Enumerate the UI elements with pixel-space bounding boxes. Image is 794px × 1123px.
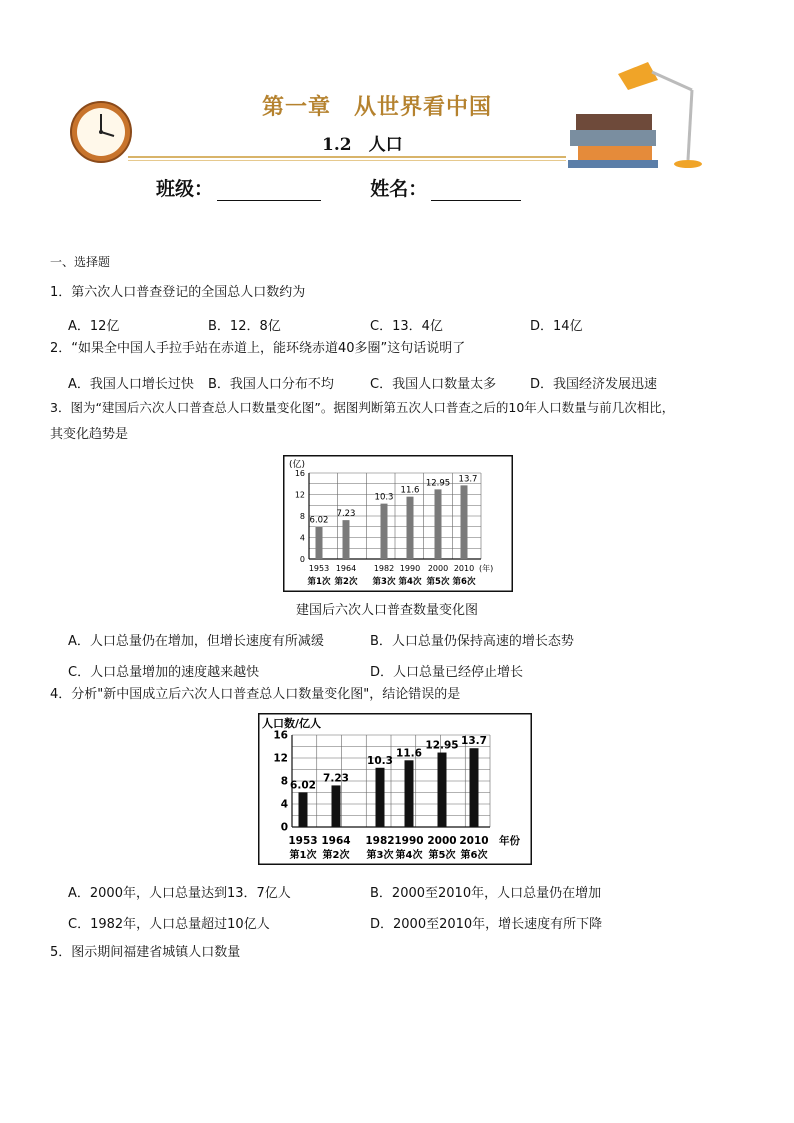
q3-option-c[interactable]: C．人口总量增加的速度越来越快	[68, 665, 260, 680]
q2-option-c[interactable]: C．我国人口数量太多	[370, 377, 497, 392]
x-tick-label: 1982	[373, 564, 395, 573]
header-rule-thin	[128, 160, 566, 161]
y-axis-label: 人口数/亿人	[262, 717, 322, 730]
x-tick-label: 2010	[453, 564, 475, 573]
bar	[316, 527, 323, 559]
class-label: 班级：	[156, 178, 214, 200]
q2-option-d[interactable]: D．我国经济发展迅速	[530, 377, 658, 392]
bar	[470, 748, 479, 827]
q4-option-d[interactable]: D．2000至2010年，增长速度有所下降	[370, 917, 603, 932]
census-label: 第2次	[322, 850, 350, 861]
y-tick-label: 8	[299, 511, 305, 521]
census-label: 第3次	[366, 850, 394, 861]
bar	[435, 489, 442, 559]
bar	[405, 760, 414, 827]
question-5-stem: 5．图示期间福建省城镇人口数量	[50, 945, 241, 960]
x-tick-label: 1964	[335, 564, 357, 573]
bar	[461, 485, 468, 559]
books-lamp-icon	[566, 52, 716, 172]
census-label: 第1次	[289, 850, 317, 861]
x-tick-label: 1990	[394, 835, 424, 847]
x-tick-label: 1964	[321, 835, 351, 847]
census-label: 第1次	[307, 577, 331, 587]
header-rule	[128, 156, 566, 158]
data-label: 10.3	[367, 754, 393, 767]
data-label: 13.7	[458, 474, 478, 485]
census-label: 第6次	[460, 850, 488, 861]
bar	[407, 497, 414, 559]
question-3-stem-cont: 其变化趋势是	[50, 427, 129, 442]
census-chart-1	[283, 455, 513, 592]
y-tick-label: 4	[280, 798, 288, 811]
data-label: 12.95	[425, 478, 451, 489]
data-label: 10.3	[374, 492, 394, 503]
q1-option-b[interactable]: B．12．8亿	[208, 319, 281, 334]
y-tick-label: 0	[299, 554, 305, 564]
section-title: 一、选择题	[50, 255, 111, 269]
census-chart-2	[258, 713, 532, 865]
x-tick-label: 1982	[365, 835, 395, 847]
data-label: 6.02	[290, 779, 316, 792]
q3-option-d[interactable]: D．人口总量已经停止增长	[370, 665, 524, 680]
y-tick-label: 16	[294, 468, 305, 478]
name-field[interactable]	[431, 180, 521, 201]
y-axis-label: (亿)	[289, 460, 306, 470]
q1-option-d[interactable]: D．14亿	[530, 319, 583, 334]
q1-option-a[interactable]: A．12亿	[68, 319, 120, 334]
x-axis-label: (年)	[479, 564, 494, 573]
census-label: 第5次	[426, 577, 450, 587]
question-4-stem: 4．分析"新中国成立后六次人口普查总人口数量变化图"，结论错误的是	[50, 687, 461, 702]
q4-option-c[interactable]: C．1982年，人口总量超过10亿人	[68, 917, 270, 932]
question-3-stem: 3．图为“建国后六次人口普查总人口数量变化图”。据图判断第五次人口普查之后的10年人口数量与前几次相比，	[50, 400, 675, 415]
y-tick-label: 12	[294, 490, 305, 500]
q3-option-b[interactable]: B．人口总量仍保持高速的增长态势	[370, 634, 574, 649]
name-label: 姓名：	[370, 178, 428, 200]
y-tick-label: 16	[273, 729, 288, 742]
page-subtitle: 1.2 人口	[322, 135, 403, 155]
student-info	[156, 174, 521, 201]
clock-icon	[68, 100, 136, 166]
x-tick-label: 2010	[459, 835, 489, 847]
y-tick-label: 4	[299, 533, 305, 543]
census-label: 第6次	[452, 577, 476, 587]
bar	[381, 504, 388, 559]
question-1-stem: 1．第六次人口普查登记的全国总人口数约为	[50, 285, 306, 300]
q1-option-c[interactable]: C．13．4亿	[370, 319, 443, 334]
data-label: 7.23	[336, 509, 356, 520]
y-tick-label: 12	[273, 752, 288, 765]
bar	[438, 753, 447, 827]
question-2-stem: 2．“如果全中国人手拉手站在赤道上，能环绕赤道40多圈”这句话说明了	[50, 341, 466, 356]
data-label: 11.6	[400, 485, 420, 496]
q4-option-b[interactable]: B．2000至2010年，人口总量仍在增加	[370, 886, 602, 901]
bar	[332, 785, 341, 827]
q3-option-a[interactable]: A．人口总量仍在增加，但增长速度有所减缓	[68, 634, 324, 649]
census-label: 第4次	[395, 850, 423, 861]
bar	[376, 768, 385, 827]
bar	[299, 792, 308, 827]
x-tick-label: 1953	[308, 564, 330, 573]
data-label: 7.23	[323, 772, 349, 785]
x-tick-label: 1990	[399, 564, 421, 573]
census-label: 第3次	[372, 577, 396, 587]
census-label: 第4次	[398, 577, 422, 587]
data-label: 11.6	[396, 747, 422, 760]
data-label: 6.02	[309, 515, 329, 526]
q2-option-a[interactable]: A．我国人口增长过快	[68, 377, 194, 392]
y-tick-label: 8	[280, 775, 288, 788]
q2-option-b[interactable]: B．我国人口分布不均	[208, 377, 334, 392]
census-label: 第2次	[334, 577, 358, 587]
data-label: 12.95	[425, 739, 459, 752]
data-label: 13.7	[461, 735, 487, 748]
x-tick-label: 2000	[427, 564, 449, 573]
x-tick-label: 2000	[427, 835, 457, 847]
class-field[interactable]	[217, 180, 321, 201]
x-axis-label: 年份	[499, 835, 520, 847]
y-tick-label: 0	[280, 821, 288, 834]
census-label: 第5次	[428, 850, 456, 861]
x-tick-label: 1953	[288, 835, 318, 847]
bar	[343, 520, 350, 559]
page-title: 第一章 从世界看中国	[262, 94, 493, 120]
chart-1-caption: 建国后六次人口普查数量变化图	[296, 603, 479, 618]
q4-option-a[interactable]: A．2000年，人口总量达到13．7亿人	[68, 886, 291, 901]
